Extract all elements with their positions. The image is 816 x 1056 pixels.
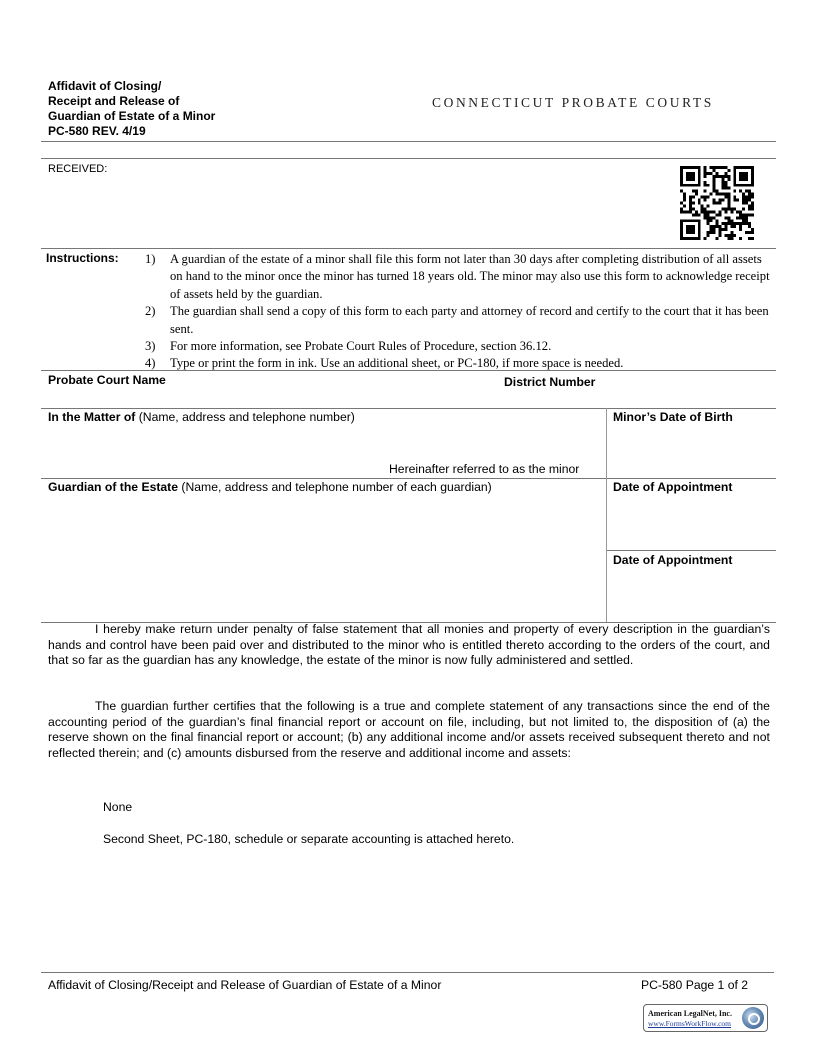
form-title-block: [48, 79, 215, 139]
guardian-of-estate-field[interactable]: [48, 480, 492, 494]
in-the-matter-of-field[interactable]: [48, 410, 355, 424]
return-statement-paragraph: [48, 622, 770, 669]
received-label: RECEIVED:: [48, 163, 108, 175]
column-divider: [606, 408, 607, 622]
instructions-top-divider: [41, 248, 776, 249]
date-of-appointment-field-2[interactable]: Date of Appointment: [613, 553, 733, 567]
option-none[interactable]: None: [103, 800, 133, 814]
instruction-text: The guardian shall send a copy of this form to each party and attorney of record and certify to the court that it has been sent.: [170, 304, 769, 336]
form-title-line-1: Affidavit of Closing/: [48, 79, 162, 93]
logo-globe-icon: [742, 1007, 764, 1029]
logo-website-link[interactable]: www.FormsWorkFlow.com: [648, 1019, 732, 1028]
instructions-list: [142, 251, 772, 373]
qr-code-icon: [680, 166, 754, 240]
instruction-item: [142, 251, 772, 303]
option-second-sheet[interactable]: Second Sheet, PC-180, schedule or separate accounting is attached hereto.: [103, 832, 515, 846]
footer-form-title: Affidavit of Closing/Receipt and Release of Guardian of Estate of a Minor: [48, 978, 442, 992]
in-the-matter-of-label: In the Matter of: [48, 410, 136, 424]
date-of-appointment-field-1[interactable]: Date of Appointment: [613, 480, 733, 494]
court-row-top-divider: [41, 370, 776, 371]
guardian-of-estate-hint: (Name, address and telephone number of each guardian): [178, 480, 492, 494]
footer-divider: [41, 972, 774, 973]
hereinafter-label: Hereinafter referred to as the minor: [389, 462, 580, 476]
instruction-number: 3): [145, 339, 156, 354]
form-title-line-2: Receipt and Release of: [48, 94, 180, 108]
instruction-item: [142, 338, 772, 355]
appointment-divider: [607, 550, 776, 551]
guardian-of-estate-label: Guardian of the Estate: [48, 480, 179, 494]
in-the-matter-of-hint: (Name, address and telephone number): [135, 410, 355, 424]
form-number: PC-580 REV. 4/19: [48, 124, 146, 138]
instruction-text: Type or print the form in ink. Use an additional sheet, or PC-180, if more space is needed.: [170, 356, 624, 371]
instructions-label: Instructions:: [46, 251, 119, 265]
district-number-field[interactable]: District Number: [504, 375, 596, 389]
instruction-number: 2): [145, 304, 156, 319]
header-divider: [41, 141, 776, 142]
probate-court-name-field[interactable]: Probate Court Name: [48, 373, 166, 387]
forms-workflow-logo[interactable]: [643, 1004, 768, 1032]
certification-paragraph: [48, 699, 770, 761]
instruction-item: [142, 303, 772, 338]
instruction-number: 1): [145, 252, 156, 266]
certification-text: The guardian further certifies that the following is a true and complete statement of any transactions since the end of the accounting period of the guardian’s final financial report or account on file, including, but not limited to, the disposition of (a) the reserve shown on the final financial report or account; (b) any additional income and/or assets received subsequent thereto and not reflected therein; and (c) amounts disbursed from the reserve and additional income and assets:: [48, 699, 770, 760]
instruction-text: For more information, see Probate Court Rules of Procedure, section 36.12.: [170, 339, 552, 354]
return-statement-text: I hereby make return under penalty of false statement that all monies and property of every description in the guardian’s hands and control have been paid over and distributed to the minor who is entitled thereto according to the orders of the court, and that so far as the guardian has any knowledge, the estate of the minor is now fully administered and settled.: [48, 622, 770, 667]
court-name: CONNECTICUT PROBATE COURTS: [432, 95, 714, 110]
form-title-line-3: Guardian of Estate of a Minor: [48, 109, 216, 123]
footer-page-number: PC-580 Page 1 of 2: [641, 978, 749, 992]
received-top-divider: [41, 158, 776, 159]
guardian-row-top-divider: [41, 478, 776, 479]
matter-row-top-divider: [41, 408, 776, 409]
logo-company-name: American LegalNet, Inc.: [648, 1009, 732, 1018]
minors-date-of-birth-field[interactable]: Minor’s Date of Birth: [613, 410, 733, 424]
instruction-text: A guardian of the estate of a minor shall file this form not later than 30 days after completing distribution of all assets on hand to the minor once the minor has turned 18 years old. The minor may also use this form to acknowledge receipt of assets held by the guardian.: [170, 252, 770, 301]
instruction-number: 4): [145, 356, 156, 371]
